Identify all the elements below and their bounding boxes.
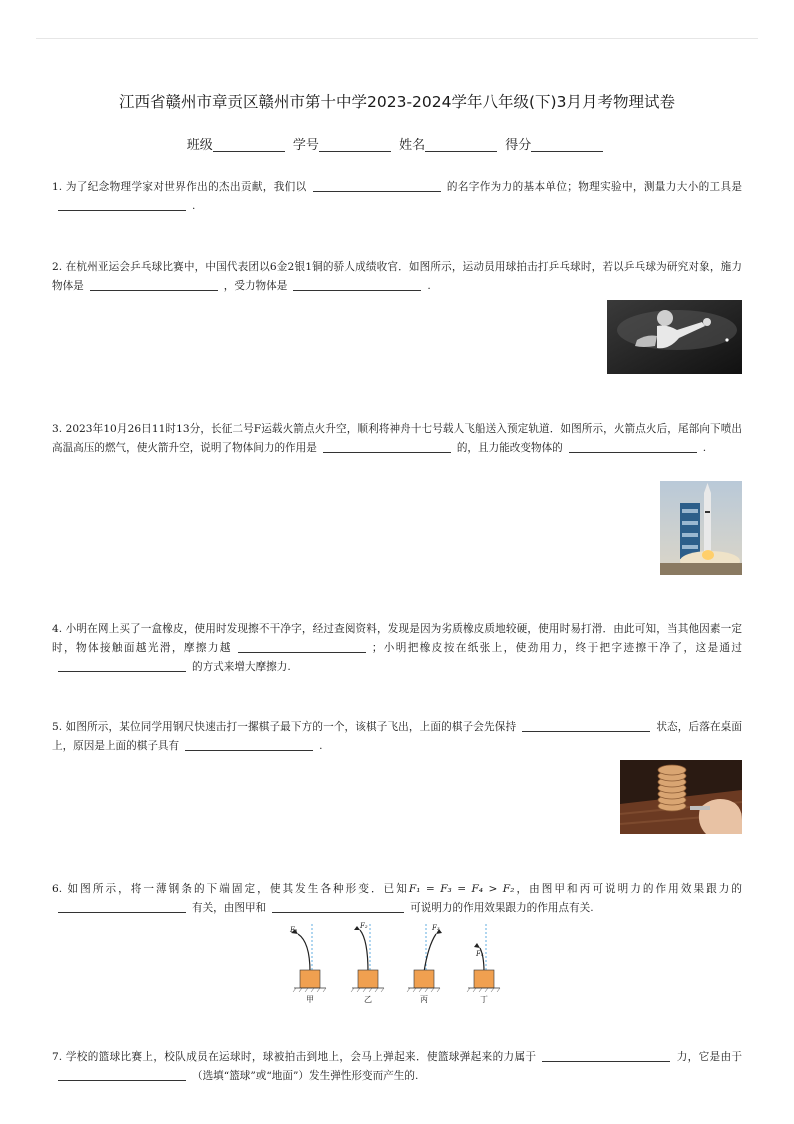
stacked-checkers-photo [620,760,742,834]
force-label: F₁ [290,926,298,934]
question-text: . [702,442,707,454]
question-text: ，由图甲和丙可说明力的作用效果跟力的 [514,883,742,895]
answer-blank[interactable] [569,440,697,453]
question-text: . [319,740,323,752]
question-6 [52,880,742,918]
page-title: 江西省赣州市章贡区赣州市第十中学2023-2024学年八年级(下)3月月考物理试卷 [119,93,675,111]
question-number: 7. [52,1051,63,1063]
question-1 [52,178,742,216]
name-blank[interactable] [425,137,497,152]
id-label: 学号 [292,138,319,153]
question-text: . [427,280,431,292]
question-number: 6. [52,883,63,895]
steel-strip-figure [282,920,514,1008]
question-number: 2. [52,261,63,273]
question-number: 4. [52,623,63,635]
answer-blank[interactable] [238,640,366,653]
question-text: 在杭州亚运会乒乓球比赛中，中国代表团以6金2银1铜的骄人成绩收官．如图所示，运动员用球拍击打乒乓球时，若以乒乓球为研究对象，施力物体是 [52,261,742,292]
question-7 [52,1048,742,1086]
question-4 [52,620,742,677]
strip-bing [407,924,442,1004]
question-5 [52,718,742,756]
question-3 [52,420,742,458]
question-text: 的方式来增大摩擦力. [192,661,291,673]
strip-jia [289,924,326,1004]
question-number: 1. [52,181,63,193]
answer-blank[interactable] [90,278,218,291]
question-text: 的名字作为力的基本单位；物理实验中，测量力大小的工具是 [446,181,742,193]
id-blank[interactable] [319,137,391,152]
question-text: 的，且力能改变物体的 [456,442,563,454]
question-text: 2023年10月26日11时13分，长征二号F运载火箭点火升空，顺利将神舟十七号载人飞船送入预定轨道．如图所示，火箭点火后，尾部向下喷出高温高压的燃气，使火箭升空，说明了物体间力的作用是 [52,423,742,454]
answer-blank[interactable] [58,198,186,211]
answer-blank[interactable] [58,659,186,672]
question-text: 可说明力的作用效果跟力的作用点有关. [410,902,594,914]
answer-blank[interactable] [58,1068,186,1081]
question-text: 如图所示，某位同学用钢尺快速击打一摞棋子最下方的一个，该棋子飞出，上面的棋子会先保持 [65,721,517,733]
strip-ding [467,924,500,1004]
answer-blank[interactable] [313,179,441,192]
class-blank[interactable] [213,137,285,152]
question-text: ；小明把橡皮按在纸张上，使劲用力，终于把字迹擦干净了，这是通过 [371,642,743,654]
class-label: 班级 [186,138,213,153]
figure-label: 丁 [480,995,488,1004]
answer-blank[interactable] [272,900,404,913]
figure-label: 甲 [306,995,314,1004]
question-text: 力，它是由于 [676,1051,742,1063]
header-divider [36,38,758,39]
force-formula: F₁ = F₃ = F₄ > F₂ [408,883,515,895]
question-text: 小明在网上买了一盒橡皮，使用时发现擦不干净字，经过查阅资料，发现是因为劣质橡皮质地较硬，使用时易打滑．由此可知，当其他因素一定时，物体接触面越光滑，摩擦力越 [52,623,742,654]
name-label: 姓名 [399,138,426,153]
answer-blank[interactable] [542,1049,670,1062]
question-text: 状态，后落在桌面上，原因是上面的棋子具有 [52,721,743,752]
score-blank[interactable] [531,137,603,152]
answer-blank[interactable] [323,440,451,453]
force-label: F₄ [476,950,484,958]
student-info-line [0,134,794,153]
question-text: 为了纪念物理学家对世界作出的杰出贡献，我们以 [65,181,307,193]
figure-label: 丙 [420,995,428,1004]
question-text: 学校的篮球比赛上，校队成员在运球时，球被拍击到地上，会马上弹起来．使篮球弹起来的力属于 [65,1051,537,1063]
strip-yi [351,922,384,1004]
score-label: 得分 [505,138,532,153]
answer-blank[interactable] [522,719,650,732]
question-text: . [192,200,196,212]
table-tennis-photo [607,300,742,374]
question-2 [52,258,742,296]
question-text: ，受力物体是 [223,280,288,292]
question-number: 3. [52,423,63,435]
force-label: F₂ [360,922,368,930]
force-label: F₃ [432,924,440,932]
question-number: 5. [52,721,63,733]
rocket-launch-photo [660,481,742,575]
question-text: 如图所示，将一薄钢条的下端固定，使其发生各种形变．已知 [67,883,409,895]
question-text: （选填“篮球”或“地面”）发生弹性形变而产生的. [192,1070,419,1082]
answer-blank[interactable] [185,738,313,751]
question-text: 有关，由图甲和 [192,902,267,914]
answer-blank[interactable] [293,278,421,291]
figure-label: 乙 [364,995,372,1004]
answer-blank[interactable] [58,900,186,913]
